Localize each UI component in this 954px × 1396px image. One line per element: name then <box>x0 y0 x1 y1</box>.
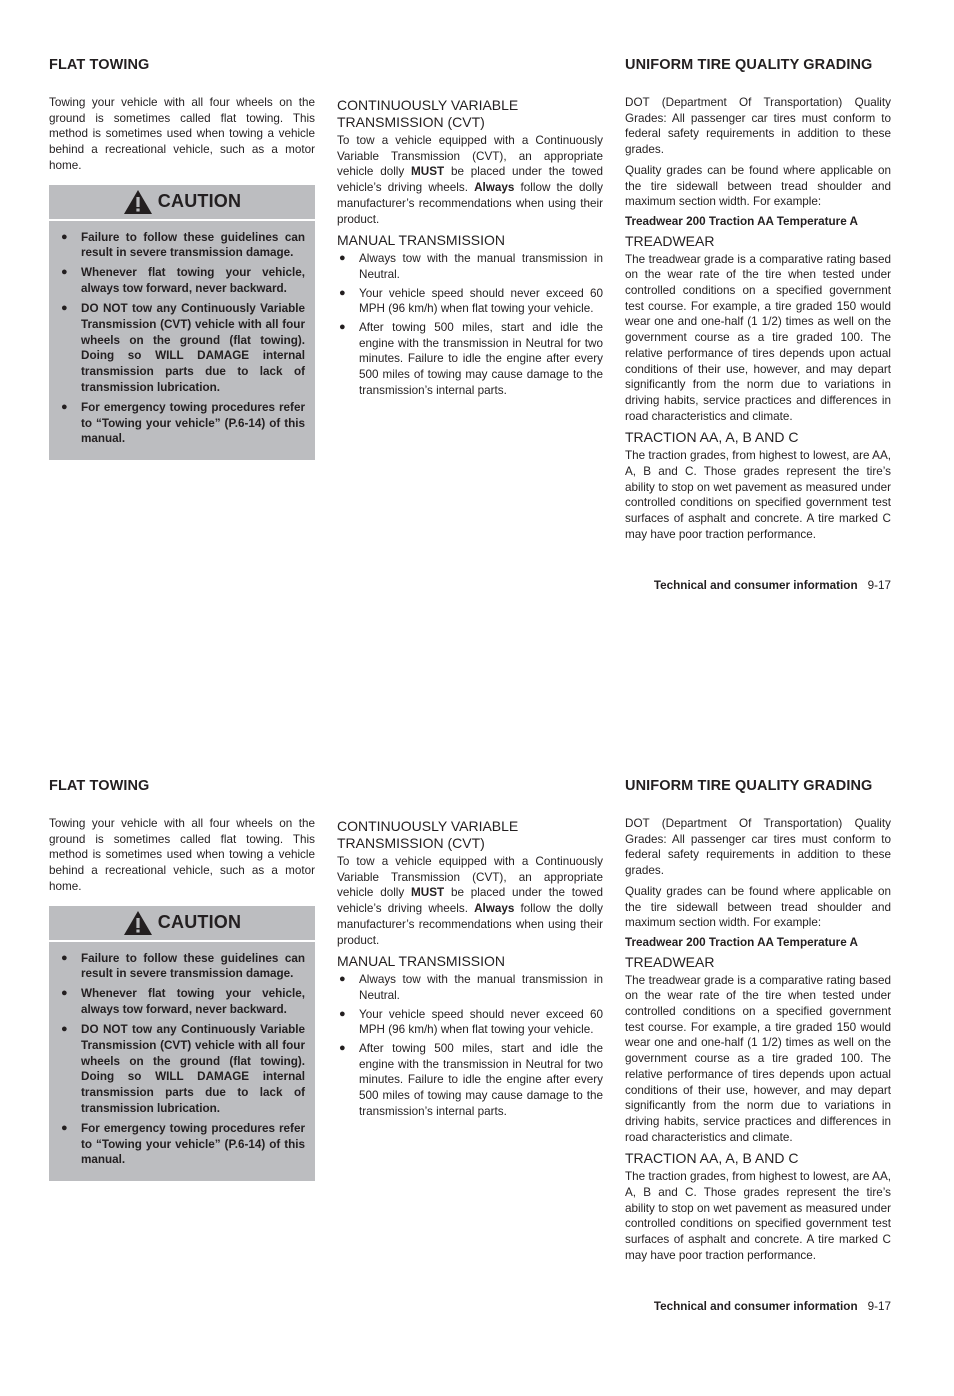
warning-triangle-icon <box>123 910 153 936</box>
caution-item: ● Whenever flat towing your vehicle, always tow forward, never backward. <box>61 987 305 1017</box>
caution-item: ● DO NOT tow any Continuously Variable Transmission (CVT) vehicle with all four wheels on the ground (flat towing). Doing so WILL DAMAGE internal transmission parts due to lack of transmission lubrication. <box>61 1023 305 1115</box>
column-middle <box>337 97 603 402</box>
utqg-p2: Quality grades can be found where applicable on the tire sidewall between tread shoulder and maximum section width. For example: <box>625 884 891 930</box>
cvt-text: To tow a vehicle equipped with a Continuously Variable Transmission (CVT), an appropriate vehicle dolly MUST be placed under the towed vehicle’s driving wheels. Always follow the dolly manufacturer’s recommendations when using their product. <box>337 855 603 947</box>
manual-list <box>337 251 603 398</box>
page-number: 9-17 <box>867 1300 891 1313</box>
bullet-icon: ● <box>339 286 346 299</box>
caution-label: CAUTION <box>157 191 242 212</box>
flat-towing-intro: Towing your vehicle with all four wheels on the ground is sometimes called flat towing. This method is sometimes used when towing a vehicle behind a recreational vehicle, such as a motor home. <box>49 96 315 172</box>
bullet-icon: ● <box>61 266 68 279</box>
caution-item: ● DO NOT tow any Continuously Variable Transmission (CVT) vehicle with all four wheels on the ground (flat towing). Doing so WILL DAMAGE internal transmission parts due to lack of transmission lubrication. <box>61 302 305 394</box>
cvt-heading: CONTINUOUSLY VARIABLE TRANSMISSION (CVT) <box>337 97 519 130</box>
bullet-icon: ● <box>61 1023 68 1036</box>
column-middle <box>337 818 603 1123</box>
traction-heading: TRACTION AA, A, B AND C <box>625 1150 799 1167</box>
column-right <box>625 816 891 1264</box>
utqg-example: Treadwear 200 Traction AA Temperature A <box>625 214 858 228</box>
caution-box <box>49 906 315 1181</box>
caution-item: ● For emergency towing procedures refer to “Towing your vehicle” (P.6-14) of this manual. <box>61 1122 305 1167</box>
treadwear-heading: TREADWEAR <box>625 953 715 970</box>
bullet-icon: ● <box>61 987 68 1000</box>
utqg-title: UNIFORM TIRE QUALITY GRADING <box>625 778 873 794</box>
list-item: ● After towing 500 miles, start and idle the engine with the transmission in Neutral for two minutes. Failure to idle the engine after every 500 miles of towing may cause damage to the transmission’s internal parts. <box>339 321 603 397</box>
caution-list <box>49 942 315 1169</box>
caution-item: ● For emergency towing procedures refer to “Towing your vehicle” (P.6-14) of this manual. <box>61 401 305 446</box>
treadwear-text: The treadwear grade is a comparative rating based on the wear rate of the tire when tested under controlled conditions on a specified government test course. For example, a tire graded 150 would wear one and one-half (1 1/2) times as well on the government course as a tire graded 100. The relative performance of tires depends upon actual conditions of their use, however, and may depart significantly from the norm due to variations in driving habits, service practices and differences in road characteristics and climate. <box>625 252 891 423</box>
bullet-icon: ● <box>339 1042 346 1055</box>
utqg-example: Treadwear 200 Traction AA Temperature A <box>625 935 858 949</box>
utqg-title: UNIFORM TIRE QUALITY GRADING <box>625 57 873 73</box>
list-item: ● Your vehicle speed should never exceed 60 MPH (96 km/h) when flat towing your vehicle. <box>339 286 603 316</box>
caution-item: ● Whenever flat towing your vehicle, always tow forward, never backward. <box>61 266 305 296</box>
footer-section: Technical and consumer information <box>653 579 858 592</box>
bullet-icon: ● <box>61 951 68 964</box>
traction-text: The traction grades, from highest to lowest, are AA, A, B and C. Those grades represent the tire’s ability to stop on wet pavement as measured under controlled conditions on specified government test surfaces of asphalt and concrete. A tire marked C may have poor traction performance. <box>625 1170 891 1262</box>
manual-heading: MANUAL TRANSMISSION <box>337 953 506 970</box>
column-right <box>625 95 891 543</box>
utqg-p2: Quality grades can be found where applicable on the tire sidewall between tread shoulder and maximum section width. For example: <box>625 163 891 209</box>
treadwear-heading: TREADWEAR <box>625 232 715 249</box>
bullet-icon: ● <box>339 321 346 334</box>
bullet-icon: ● <box>61 1122 68 1135</box>
treadwear-text: The treadwear grade is a comparative rating based on the wear rate of the tire when tested under controlled conditions on a specified government test course. For example, a tire graded 150 would wear one and one-half (1 1/2) times as well on the government course as a tire graded 100. The relative performance of tires depends upon actual conditions of their use, however, and may depart significantly from the norm due to variations in driving habits, service practices and differences in road characteristics and climate. <box>625 973 891 1144</box>
utqg-p1: DOT (Department Of Transportation) Quality Grades: All passenger car tires must conform to federal safety requirements in addition to these grades. <box>625 96 891 157</box>
list-item: ● Your vehicle speed should never exceed 60 MPH (96 km/h) when flat towing your vehicle. <box>339 1007 603 1037</box>
caution-header <box>49 185 315 221</box>
bullet-icon: ● <box>339 973 346 986</box>
column-left <box>49 816 315 1181</box>
bullet-icon: ● <box>339 252 346 265</box>
bullet-icon: ● <box>61 230 68 243</box>
manual-page-bottom <box>0 721 954 1396</box>
bullet-icon: ● <box>339 1007 346 1020</box>
cvt-text: To tow a vehicle equipped with a Continuously Variable Transmission (CVT), an appropriate vehicle dolly MUST be placed under the towed vehicle’s driving wheels. Always follow the dolly manufacturer’s recommendations when using their product. <box>337 134 603 226</box>
flat-towing-title: FLAT TOWING <box>49 778 150 794</box>
caution-item: ● Failure to follow these guidelines can result in severe transmission damage. <box>61 951 305 981</box>
utqg-p1: DOT (Department Of Transportation) Quality Grades: All passenger car tires must conform to federal safety requirements in addition to these grades. <box>625 817 891 878</box>
caution-item: ● Failure to follow these guidelines can result in severe transmission damage. <box>61 230 305 260</box>
caution-header <box>49 906 315 942</box>
flat-towing-title: FLAT TOWING <box>49 57 150 73</box>
cvt-heading: CONTINUOUSLY VARIABLE TRANSMISSION (CVT) <box>337 818 519 851</box>
manual-list <box>337 972 603 1119</box>
caution-box <box>49 185 315 460</box>
footer-section: Technical and consumer information <box>653 1300 858 1313</box>
list-item: ● After towing 500 miles, start and idle the engine with the transmission in Neutral for two minutes. Failure to idle the engine after every 500 miles of towing may cause damage to the transmission’s internal parts. <box>339 1042 603 1118</box>
page-footer <box>625 579 891 592</box>
page-number: 9-17 <box>867 579 891 592</box>
list-item: ● Always tow with the manual transmission in Neutral. <box>339 973 603 1002</box>
warning-triangle-icon <box>123 189 153 215</box>
column-left <box>49 95 315 460</box>
traction-heading: TRACTION AA, A, B AND C <box>625 429 799 446</box>
manual-page-top <box>0 0 954 675</box>
manual-heading: MANUAL TRANSMISSION <box>337 232 506 249</box>
bullet-icon: ● <box>61 302 68 315</box>
flat-towing-intro: Towing your vehicle with all four wheels on the ground is sometimes called flat towing. This method is sometimes used when towing a vehicle behind a recreational vehicle, such as a motor home. <box>49 817 315 893</box>
caution-label: CAUTION <box>157 912 242 933</box>
list-item: ● Always tow with the manual transmission in Neutral. <box>339 252 603 281</box>
caution-list <box>49 221 315 448</box>
page-footer <box>625 1300 891 1313</box>
traction-text: The traction grades, from highest to lowest, are AA, A, B and C. Those grades represent the tire’s ability to stop on wet pavement as measured under controlled conditions on specified government test surfaces of asphalt and concrete. A tire marked C may have poor traction performance. <box>625 449 891 541</box>
bullet-icon: ● <box>61 401 68 414</box>
